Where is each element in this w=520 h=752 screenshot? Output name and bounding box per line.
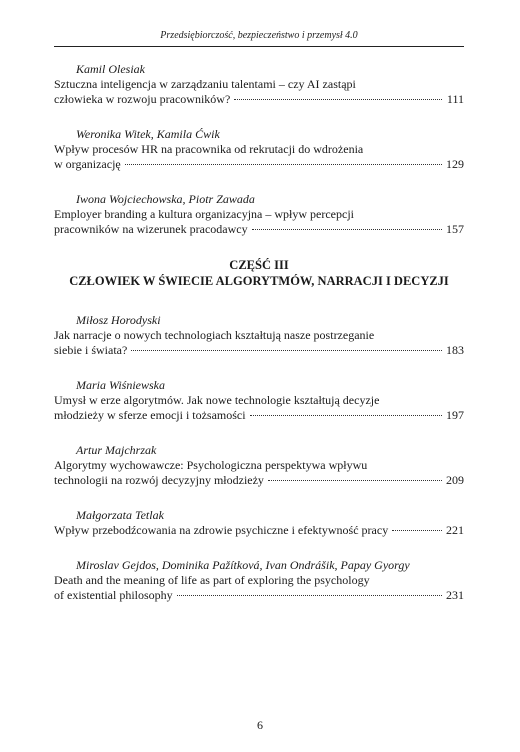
toc-entry-author: Miroslav Gejdos, Dominika Pažítková, Ivan Ondrášik, Papay Gyorgy (76, 558, 410, 572)
toc-entry-title-last-line (54, 523, 464, 538)
toc-entry-author: Artur Majchrzak (76, 443, 157, 457)
dot-leader (125, 164, 442, 165)
toc-entry (54, 192, 464, 237)
toc-entry-title-text: Wpływ przebodźcowania na zdrowie psychiczne i efektywność pracy (54, 523, 389, 537)
toc-entry-title-text: młodzieży w sferze emocji i tożsamości (54, 408, 246, 422)
toc-entry-title-line: Employer branding a kultura organizacyjna – wpływ percepcji (54, 207, 355, 221)
toc-entry-page: 111 (446, 92, 464, 106)
toc-entry-title-last-line (54, 92, 464, 107)
toc-entry (54, 127, 464, 172)
toc-entry-title-line: Death and the meaning of life as part of exploring the psychology (54, 573, 370, 587)
toc-entry-page: 157 (446, 222, 464, 236)
dot-leader (252, 229, 442, 230)
running-head: Przedsiębiorczość, bezpieczeństwo i przemysł 4.0 (160, 30, 358, 41)
toc-entry-author: Iwona Wojciechowska, Piotr Zawada (76, 192, 255, 206)
part-heading (54, 257, 464, 289)
toc-entry-title-line: Algorytmy wychowawcze: Psychologiczna perspektywa wpływu (54, 458, 368, 472)
toc-entry-page: 197 (446, 408, 464, 422)
toc-entry-page: 209 (446, 473, 464, 487)
part-label: CZĘŚĆ III (229, 258, 289, 272)
toc-entry-page: 221 (446, 523, 464, 537)
toc-entry-title-text: pracowników na wizerunek pracodawcy (54, 222, 248, 236)
toc-entry (54, 313, 464, 358)
toc-entry-author: Miłosz Horodyski (76, 313, 161, 327)
part-title: CZŁOWIEK W ŚWIECIE ALGORYTMÓW, NARRACJI I DECYZJI (69, 274, 449, 288)
toc-entry (54, 378, 464, 423)
toc-entry-page: 183 (446, 343, 464, 357)
toc-entry-page: 129 (446, 157, 464, 171)
toc-entry-author: Małgorzata Tetlak (76, 508, 164, 522)
dot-leader (177, 595, 442, 596)
toc-entry (54, 62, 464, 107)
toc-entry-page: 231 (446, 588, 464, 602)
toc-entries-top (54, 62, 464, 237)
toc-entry-author: Weronika Witek, Kamila Ćwik (76, 127, 220, 141)
toc-entry-title-last-line (54, 473, 464, 488)
toc-entries-bottom (54, 313, 464, 603)
dot-leader (392, 530, 442, 531)
toc-entry-title-line: Jak narracje o nowych technologiach kształtują nasze postrzeganie (54, 328, 375, 342)
toc-entry-author: Maria Wiśniewska (76, 378, 165, 392)
toc-entry-title-text: technologii na rozwój decyzyjny młodzieży (54, 473, 264, 487)
toc-entry-title-text: siebie i świata? (54, 343, 128, 357)
toc-entry (54, 508, 464, 538)
toc-entry-title-line: Sztuczna inteligencja w zarządzaniu talentami – czy AI zastąpi (54, 77, 356, 91)
toc-entry-title-last-line (54, 343, 464, 358)
dot-leader (234, 99, 442, 100)
dot-leader (268, 480, 442, 481)
toc-entry-title-text: of existential philosophy (54, 588, 173, 602)
dot-leader (250, 415, 442, 416)
toc-entry (54, 558, 464, 603)
dot-leader (131, 350, 442, 351)
toc-entry-author: Kamil Olesiak (76, 62, 145, 76)
toc-entry-title-line: Wpływ procesów HR na pracownika od rekrutacji do wdrożenia (54, 142, 364, 156)
toc-entry-title-last-line (54, 588, 464, 603)
table-of-contents (54, 62, 464, 623)
page-number: 6 (257, 718, 263, 732)
toc-entry-title-last-line (54, 222, 464, 237)
header-rule (54, 46, 464, 47)
toc-entry-title-line: Umysł w erze algorytmów. Jak nowe technologie kształtują decyzje (54, 393, 380, 407)
toc-entry-title-text: człowieka w rozwoju pracowników? (54, 92, 231, 106)
toc-entry-title-last-line (54, 157, 464, 172)
toc-entry-title-last-line (54, 408, 464, 423)
toc-entry (54, 443, 464, 488)
toc-entry-title-text: w organizację (54, 157, 121, 171)
